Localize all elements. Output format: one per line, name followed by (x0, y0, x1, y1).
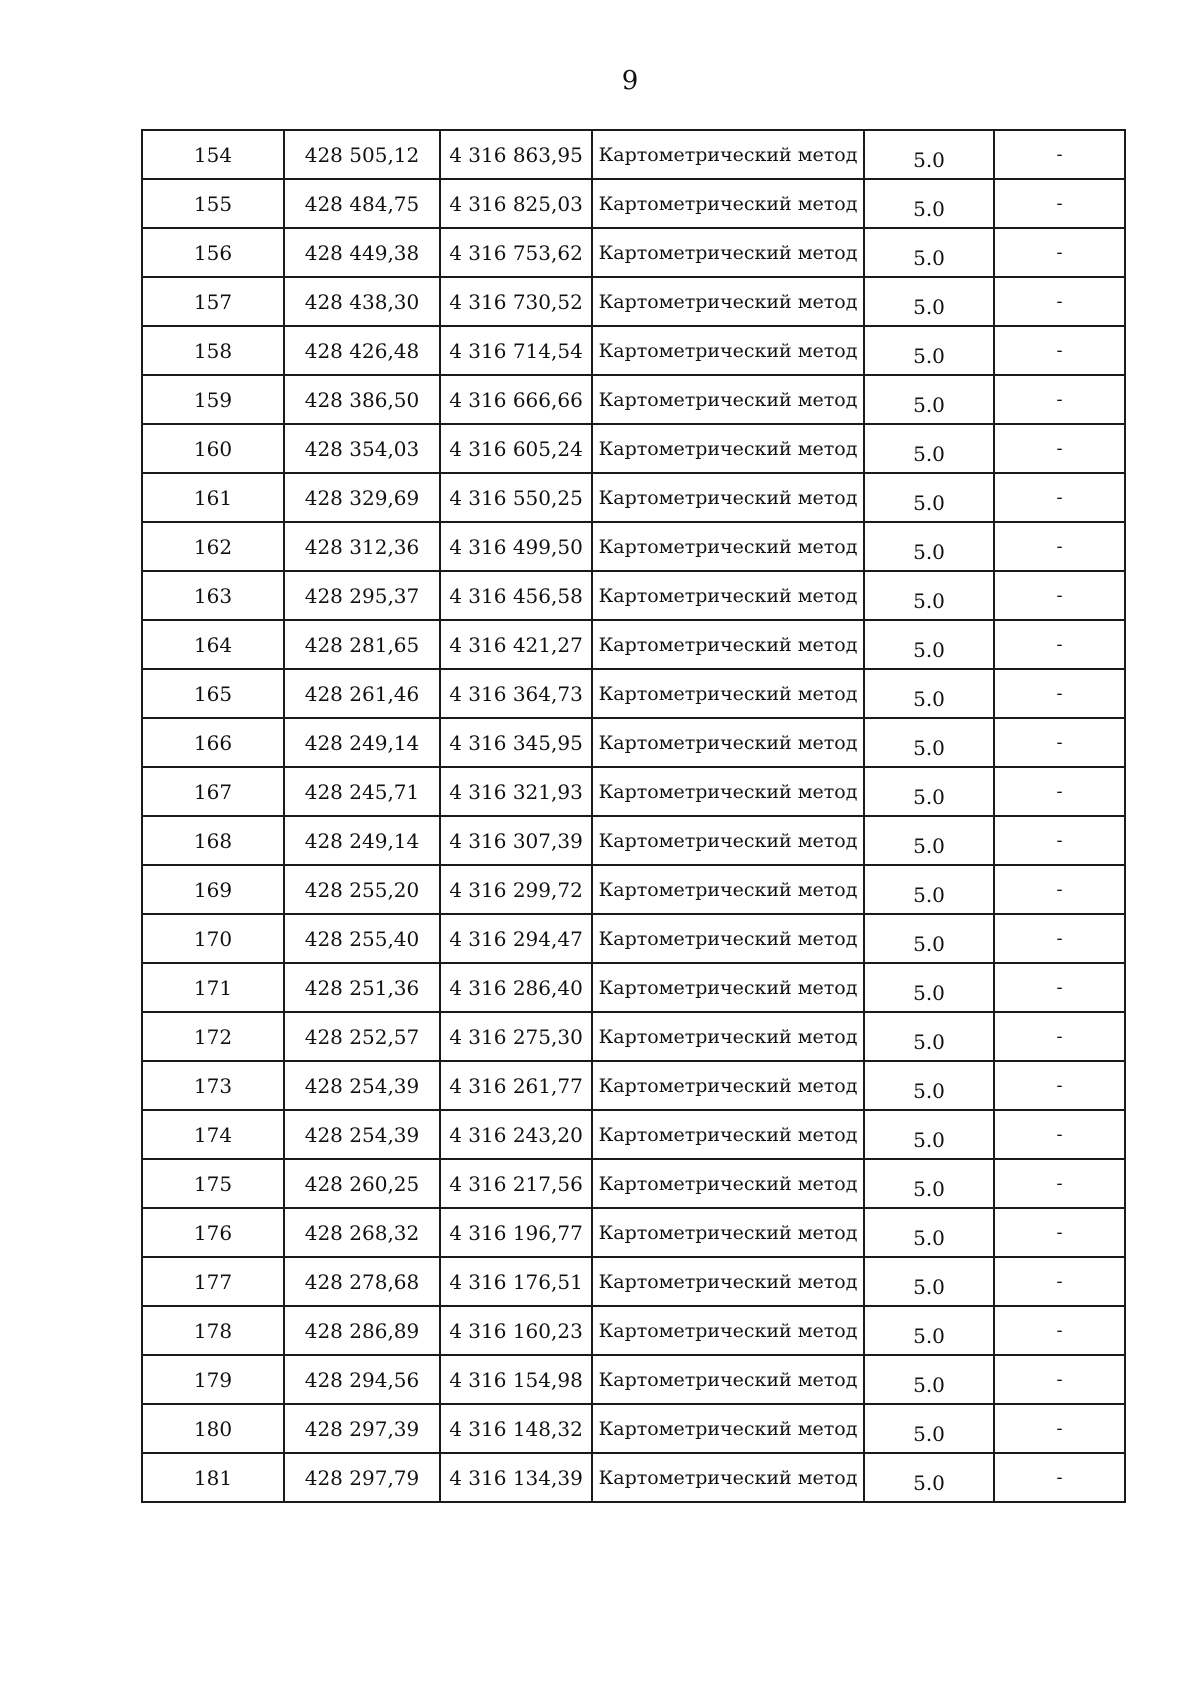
accuracy-value: 5.0 (913, 245, 945, 270)
accuracy-cell (864, 473, 994, 522)
accuracy-value: 5.0 (913, 294, 945, 319)
table-row (142, 914, 1125, 963)
method-cell: Картометрический метод (592, 963, 864, 1012)
method-cell: Картометрический метод (592, 473, 864, 522)
accuracy-value: 5.0 (913, 1078, 945, 1103)
table-row (142, 718, 1125, 767)
y-coordinate-cell: 4 316 196,77 (440, 1208, 592, 1257)
method-cell: Картометрический метод (592, 1061, 864, 1110)
method-cell: Картометрический метод (592, 816, 864, 865)
y-coordinate-cell: 4 316 286,40 (440, 963, 592, 1012)
accuracy-value: 5.0 (913, 1421, 945, 1446)
accuracy-cell (864, 1012, 994, 1061)
note-cell: - (994, 1355, 1125, 1404)
y-coordinate-cell: 4 316 217,56 (440, 1159, 592, 1208)
y-coordinate-cell: 4 316 176,51 (440, 1257, 592, 1306)
note-cell: - (994, 1208, 1125, 1257)
table-row (142, 620, 1125, 669)
accuracy-value: 5.0 (913, 147, 945, 172)
note-cell: - (994, 669, 1125, 718)
x-coordinate-cell: 428 268,32 (284, 1208, 440, 1257)
accuracy-value: 5.0 (913, 1274, 945, 1299)
method-cell: Картометрический метод (592, 1404, 864, 1453)
y-coordinate-cell: 4 316 714,54 (440, 326, 592, 375)
accuracy-value: 5.0 (913, 196, 945, 221)
table-row (142, 130, 1125, 179)
accuracy-value: 5.0 (913, 1029, 945, 1054)
table-row (142, 424, 1125, 473)
table-row (142, 1355, 1125, 1404)
table-row (142, 1159, 1125, 1208)
accuracy-cell (864, 1159, 994, 1208)
y-coordinate-cell: 4 316 550,25 (440, 473, 592, 522)
method-cell: Картометрический метод (592, 1110, 864, 1159)
point-number-cell: 168 (142, 816, 284, 865)
method-cell: Картометрический метод (592, 522, 864, 571)
accuracy-value: 5.0 (913, 637, 945, 662)
point-number-cell: 178 (142, 1306, 284, 1355)
point-number-cell: 170 (142, 914, 284, 963)
method-cell: Картометрический метод (592, 865, 864, 914)
x-coordinate-cell: 428 449,38 (284, 228, 440, 277)
point-number-cell: 155 (142, 179, 284, 228)
coordinates-table (141, 129, 1126, 1503)
table-row (142, 816, 1125, 865)
y-coordinate-cell: 4 316 499,50 (440, 522, 592, 571)
accuracy-cell (864, 669, 994, 718)
accuracy-value: 5.0 (913, 882, 945, 907)
accuracy-cell (864, 1306, 994, 1355)
y-coordinate-cell: 4 316 345,95 (440, 718, 592, 767)
table-row (142, 963, 1125, 1012)
accuracy-value: 5.0 (913, 539, 945, 564)
point-number-cell: 174 (142, 1110, 284, 1159)
note-cell: - (994, 767, 1125, 816)
method-cell: Картометрический метод (592, 1208, 864, 1257)
x-coordinate-cell: 428 255,40 (284, 914, 440, 963)
x-coordinate-cell: 428 354,03 (284, 424, 440, 473)
method-cell: Картометрический метод (592, 1453, 864, 1502)
y-coordinate-cell: 4 316 666,66 (440, 375, 592, 424)
note-cell: - (994, 620, 1125, 669)
y-coordinate-cell: 4 316 456,58 (440, 571, 592, 620)
table-row (142, 473, 1125, 522)
y-coordinate-cell: 4 316 605,24 (440, 424, 592, 473)
table-row (142, 571, 1125, 620)
point-number-cell: 162 (142, 522, 284, 571)
page-number: 9 (621, 66, 639, 96)
x-coordinate-cell: 428 254,39 (284, 1110, 440, 1159)
accuracy-value: 5.0 (913, 686, 945, 711)
method-cell: Картометрический метод (592, 1012, 864, 1061)
point-number-cell: 171 (142, 963, 284, 1012)
method-cell: Картометрический метод (592, 326, 864, 375)
method-cell: Картометрический метод (592, 1159, 864, 1208)
x-coordinate-cell: 428 505,12 (284, 130, 440, 179)
x-coordinate-cell: 428 254,39 (284, 1061, 440, 1110)
accuracy-cell (864, 1257, 994, 1306)
point-number-cell: 164 (142, 620, 284, 669)
accuracy-value: 5.0 (913, 1470, 945, 1495)
table-row (142, 1208, 1125, 1257)
table-row (142, 326, 1125, 375)
point-number-cell: 161 (142, 473, 284, 522)
table-row (142, 1257, 1125, 1306)
accuracy-cell (864, 326, 994, 375)
accuracy-value: 5.0 (913, 735, 945, 760)
note-cell: - (994, 1453, 1125, 1502)
note-cell: - (994, 277, 1125, 326)
note-cell: - (994, 473, 1125, 522)
point-number-cell: 172 (142, 1012, 284, 1061)
accuracy-value: 5.0 (913, 441, 945, 466)
point-number-cell: 176 (142, 1208, 284, 1257)
method-cell: Картометрический метод (592, 914, 864, 963)
table-row (142, 1306, 1125, 1355)
note-cell: - (994, 424, 1125, 473)
table-row (142, 228, 1125, 277)
method-cell: Картометрический метод (592, 277, 864, 326)
accuracy-cell (864, 571, 994, 620)
note-cell: - (994, 375, 1125, 424)
y-coordinate-cell: 4 316 160,23 (440, 1306, 592, 1355)
accuracy-cell (864, 277, 994, 326)
point-number-cell: 166 (142, 718, 284, 767)
x-coordinate-cell: 428 249,14 (284, 718, 440, 767)
accuracy-value: 5.0 (913, 980, 945, 1005)
note-cell: - (994, 1012, 1125, 1061)
accuracy-cell (864, 228, 994, 277)
note-cell: - (994, 130, 1125, 179)
x-coordinate-cell: 428 329,69 (284, 473, 440, 522)
note-cell: - (994, 1404, 1125, 1453)
table-row (142, 767, 1125, 816)
method-cell: Картометрический метод (592, 718, 864, 767)
note-cell: - (994, 865, 1125, 914)
accuracy-cell (864, 522, 994, 571)
method-cell: Картометрический метод (592, 571, 864, 620)
table-row (142, 375, 1125, 424)
y-coordinate-cell: 4 316 825,03 (440, 179, 592, 228)
method-cell: Картометрический метод (592, 179, 864, 228)
y-coordinate-cell: 4 316 275,30 (440, 1012, 592, 1061)
x-coordinate-cell: 428 438,30 (284, 277, 440, 326)
y-coordinate-cell: 4 316 134,39 (440, 1453, 592, 1502)
accuracy-value: 5.0 (913, 588, 945, 613)
method-cell: Картометрический метод (592, 424, 864, 473)
table-row (142, 865, 1125, 914)
table-row (142, 522, 1125, 571)
point-number-cell: 167 (142, 767, 284, 816)
y-coordinate-cell: 4 316 307,39 (440, 816, 592, 865)
note-cell: - (994, 571, 1125, 620)
note-cell: - (994, 718, 1125, 767)
point-number-cell: 163 (142, 571, 284, 620)
accuracy-cell (864, 816, 994, 865)
point-number-cell: 158 (142, 326, 284, 375)
x-coordinate-cell: 428 249,14 (284, 816, 440, 865)
y-coordinate-cell: 4 316 730,52 (440, 277, 592, 326)
point-number-cell: 180 (142, 1404, 284, 1453)
accuracy-value: 5.0 (913, 343, 945, 368)
y-coordinate-cell: 4 316 243,20 (440, 1110, 592, 1159)
table-row (142, 277, 1125, 326)
y-coordinate-cell: 4 316 148,32 (440, 1404, 592, 1453)
accuracy-cell (864, 963, 994, 1012)
y-coordinate-cell: 4 316 364,73 (440, 669, 592, 718)
note-cell: - (994, 522, 1125, 571)
point-number-cell: 157 (142, 277, 284, 326)
point-number-cell: 173 (142, 1061, 284, 1110)
accuracy-cell (864, 1110, 994, 1159)
method-cell: Картометрический метод (592, 620, 864, 669)
table-row (142, 179, 1125, 228)
x-coordinate-cell: 428 281,65 (284, 620, 440, 669)
note-cell: - (994, 1306, 1125, 1355)
table-row (142, 1110, 1125, 1159)
point-number-cell: 156 (142, 228, 284, 277)
note-cell: - (994, 1110, 1125, 1159)
accuracy-cell (864, 1061, 994, 1110)
accuracy-value: 5.0 (913, 392, 945, 417)
note-cell: - (994, 326, 1125, 375)
accuracy-cell (864, 130, 994, 179)
x-coordinate-cell: 428 286,89 (284, 1306, 440, 1355)
x-coordinate-cell: 428 426,48 (284, 326, 440, 375)
table-row (142, 669, 1125, 718)
point-number-cell: 160 (142, 424, 284, 473)
accuracy-cell (864, 179, 994, 228)
y-coordinate-cell: 4 316 863,95 (440, 130, 592, 179)
accuracy-value: 5.0 (913, 490, 945, 515)
method-cell: Картометрический метод (592, 767, 864, 816)
accuracy-cell (864, 1355, 994, 1404)
y-coordinate-cell: 4 316 299,72 (440, 865, 592, 914)
y-coordinate-cell: 4 316 261,77 (440, 1061, 592, 1110)
x-coordinate-cell: 428 294,56 (284, 1355, 440, 1404)
y-coordinate-cell: 4 316 294,47 (440, 914, 592, 963)
note-cell: - (994, 1257, 1125, 1306)
x-coordinate-cell: 428 245,71 (284, 767, 440, 816)
method-cell: Картометрический метод (592, 669, 864, 718)
method-cell: Картометрический метод (592, 130, 864, 179)
point-number-cell: 175 (142, 1159, 284, 1208)
table-row (142, 1012, 1125, 1061)
accuracy-cell (864, 424, 994, 473)
point-number-cell: 154 (142, 130, 284, 179)
note-cell: - (994, 228, 1125, 277)
accuracy-value: 5.0 (913, 1323, 945, 1348)
accuracy-cell (864, 865, 994, 914)
point-number-cell: 181 (142, 1453, 284, 1502)
accuracy-value: 5.0 (913, 1372, 945, 1397)
point-number-cell: 159 (142, 375, 284, 424)
accuracy-value: 5.0 (913, 1225, 945, 1250)
table-row (142, 1404, 1125, 1453)
accuracy-cell (864, 620, 994, 669)
table-row (142, 1453, 1125, 1502)
accuracy-value: 5.0 (913, 1127, 945, 1152)
accuracy-cell (864, 767, 994, 816)
x-coordinate-cell: 428 251,36 (284, 963, 440, 1012)
x-coordinate-cell: 428 260,25 (284, 1159, 440, 1208)
y-coordinate-cell: 4 316 321,93 (440, 767, 592, 816)
accuracy-cell (864, 375, 994, 424)
x-coordinate-cell: 428 484,75 (284, 179, 440, 228)
x-coordinate-cell: 428 297,79 (284, 1453, 440, 1502)
note-cell: - (994, 179, 1125, 228)
note-cell: - (994, 1159, 1125, 1208)
accuracy-value: 5.0 (913, 784, 945, 809)
coordinates-table-body (142, 130, 1125, 1502)
y-coordinate-cell: 4 316 753,62 (440, 228, 592, 277)
method-cell: Картометрический метод (592, 1306, 864, 1355)
method-cell: Картометрический метод (592, 228, 864, 277)
y-coordinate-cell: 4 316 421,27 (440, 620, 592, 669)
accuracy-cell (864, 1404, 994, 1453)
note-cell: - (994, 816, 1125, 865)
accuracy-value: 5.0 (913, 931, 945, 956)
table-row (142, 1061, 1125, 1110)
point-number-cell: 179 (142, 1355, 284, 1404)
x-coordinate-cell: 428 261,46 (284, 669, 440, 718)
x-coordinate-cell: 428 278,68 (284, 1257, 440, 1306)
x-coordinate-cell: 428 386,50 (284, 375, 440, 424)
accuracy-value: 5.0 (913, 1176, 945, 1201)
point-number-cell: 169 (142, 865, 284, 914)
x-coordinate-cell: 428 295,37 (284, 571, 440, 620)
accuracy-cell (864, 1208, 994, 1257)
x-coordinate-cell: 428 252,57 (284, 1012, 440, 1061)
x-coordinate-cell: 428 312,36 (284, 522, 440, 571)
method-cell: Картометрический метод (592, 1257, 864, 1306)
method-cell: Картометрический метод (592, 1355, 864, 1404)
accuracy-cell (864, 914, 994, 963)
x-coordinate-cell: 428 255,20 (284, 865, 440, 914)
x-coordinate-cell: 428 297,39 (284, 1404, 440, 1453)
note-cell: - (994, 963, 1125, 1012)
accuracy-cell (864, 718, 994, 767)
method-cell: Картометрический метод (592, 375, 864, 424)
note-cell: - (994, 914, 1125, 963)
point-number-cell: 177 (142, 1257, 284, 1306)
accuracy-value: 5.0 (913, 833, 945, 858)
y-coordinate-cell: 4 316 154,98 (440, 1355, 592, 1404)
accuracy-cell (864, 1453, 994, 1502)
note-cell: - (994, 1061, 1125, 1110)
point-number-cell: 165 (142, 669, 284, 718)
